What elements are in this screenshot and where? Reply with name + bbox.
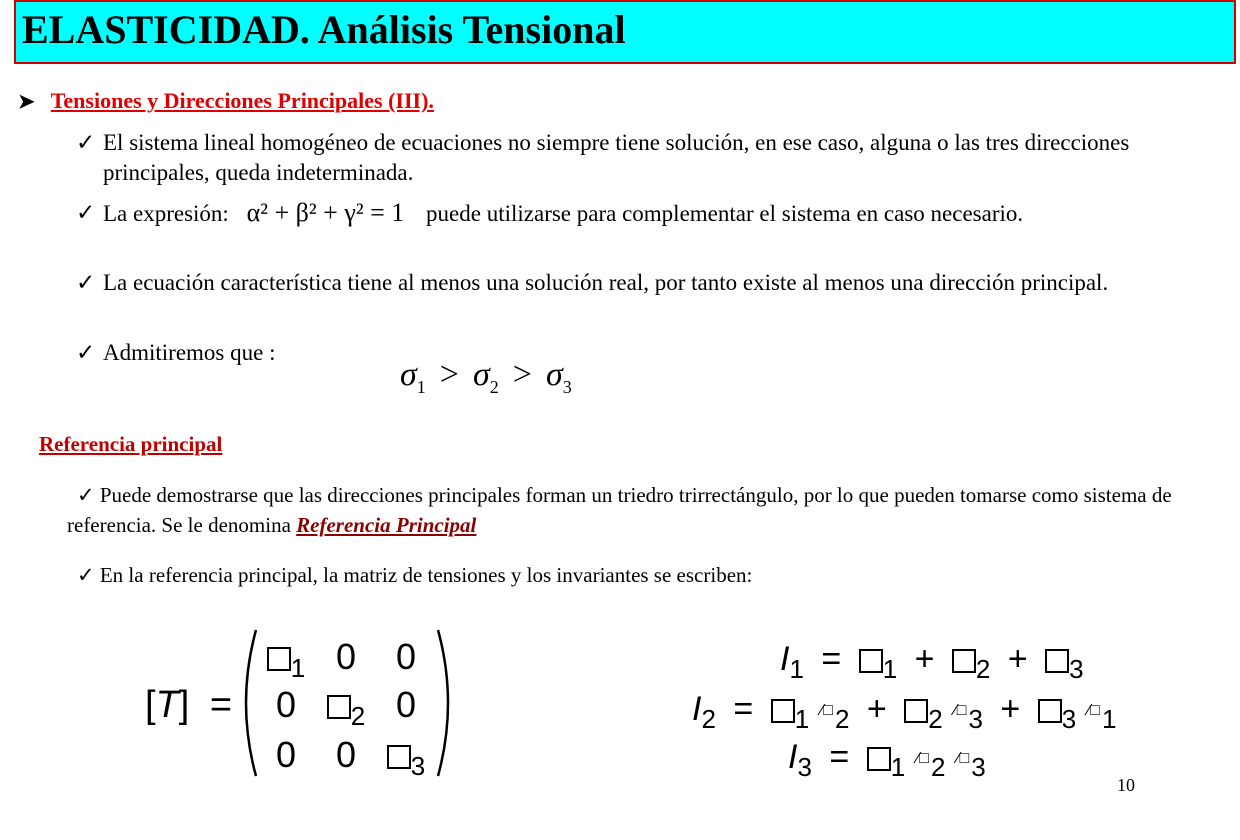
invariant-I1: [780, 640, 1084, 685]
sigma-box-icon: [952, 649, 976, 673]
sigma-box-icon: [859, 649, 883, 673]
equals-sign: =: [733, 690, 754, 728]
matrix-sub: 3: [410, 751, 426, 782]
plus-sign: +: [866, 690, 887, 728]
matrix-cell-zero: 0: [395, 684, 417, 725]
gt-operator: >: [439, 356, 459, 393]
check-icon: ✓: [76, 130, 96, 155]
check-icon: ✓: [76, 340, 96, 365]
sigma-symbol: σ: [472, 356, 490, 393]
matrix-cell-zero: 0: [275, 734, 297, 775]
sigma-sub: 2: [930, 751, 946, 782]
sigma-sub: 2: [834, 703, 850, 734]
sigma-order-formula: [400, 356, 572, 398]
invariant-symbol: I: [780, 640, 790, 678]
section-heading: [18, 88, 434, 114]
reference-principal-emphasis: Referencia Principal: [296, 513, 477, 537]
plus-sign: +: [914, 640, 935, 678]
product-glyph-icon: ∕□: [956, 750, 970, 768]
reference-heading: Referencia principal: [39, 432, 223, 456]
sigma-box-icon: [771, 699, 795, 723]
sigma-sub: 2: [928, 703, 943, 734]
check-icon: ✓: [77, 563, 95, 587]
plus-sign: +: [1000, 690, 1021, 728]
matrix-right-paren: [434, 628, 460, 778]
matrix-label: [T] =: [145, 684, 233, 726]
sigma-sub: 3: [971, 751, 986, 782]
matrix-symbol: T: [155, 684, 179, 726]
bullet-text: El sistema lineal homogéneo de ecuaciones no siempre tiene solución, en ese caso, alguna o las tres direcciones principales, queda indeterminada.: [103, 130, 1130, 185]
expression-formula: α² + β² + γ² = 1: [246, 198, 405, 227]
reference-paragraph-text: Puede demostrarse que las direcciones principales forman un triedro trirrectángulo, por lo que pueden tomarse como sistema de referencia. Se le denomina: [67, 483, 1172, 537]
product-glyph-icon: ∕□: [820, 702, 833, 720]
sigma-sub: 1: [1101, 703, 1117, 734]
equals-sign: =: [829, 738, 850, 776]
product-glyph-icon: ∕□: [1087, 702, 1100, 720]
check-icon: ✓: [76, 270, 96, 295]
bullet-item: [76, 338, 1226, 368]
bullet-text: La ecuación característica tiene al menos una solución real, por tanto existe al menos una dirección principal.: [103, 270, 1109, 295]
product-glyph-icon: ∕□: [916, 750, 929, 768]
sigma-symbol: σ: [545, 356, 563, 393]
reference-paragraph-1: [67, 480, 1227, 540]
sigma-box-icon: [387, 745, 411, 769]
section-heading-text: Tensiones y Direcciones Principales (III).: [50, 88, 434, 113]
sigma-symbol: σ: [400, 356, 417, 393]
page-number: 10: [1117, 775, 1135, 795]
matrix-sub: 1: [290, 653, 306, 684]
sigma-sub: 1: [794, 703, 810, 734]
title-bar: [14, 0, 1236, 64]
matrix-cell-sigma2: [316, 684, 376, 732]
bullet-text: [103, 198, 1226, 229]
bullet-text-prefix: La expresión:: [103, 201, 229, 226]
sigma-sub: 2: [489, 376, 499, 397]
sigma-sub: 1: [416, 376, 426, 397]
sigma-sub: 3: [562, 376, 572, 397]
sigma-sub: 3: [1061, 703, 1077, 734]
invariant-I2: [692, 690, 1116, 735]
invariant-symbol: I: [692, 690, 702, 728]
sigma-sub: 1: [882, 653, 898, 684]
check-icon: ✓: [77, 483, 95, 507]
sigma-sub: 2: [975, 653, 991, 684]
sigma-box-icon: [904, 699, 928, 723]
reference-paragraph-text: En la referencia principal, la matriz de tensiones y los invariantes se escriben:: [99, 563, 753, 587]
matrix-cell-sigma3: [376, 734, 436, 782]
bullet-item: [76, 268, 1226, 298]
invariant-I3: [788, 738, 986, 783]
plus-sign: +: [1007, 640, 1028, 678]
sigma-sub: 3: [1069, 653, 1084, 684]
matrix-cell-sigma1: [256, 636, 316, 684]
bullet-item: [76, 128, 1226, 188]
sigma-box-icon: [1038, 699, 1062, 723]
sigma-sub: 3: [968, 703, 983, 734]
gt-operator: >: [512, 356, 532, 393]
sigma-box-icon: [267, 647, 291, 671]
invariant-sub: 1: [789, 653, 804, 684]
reference-paragraph-2: [67, 560, 1227, 590]
invariant-sub: 3: [797, 751, 812, 782]
product-glyph-icon: ∕□: [954, 702, 967, 720]
matrix-sub: 2: [350, 701, 366, 732]
invariant-symbol: I: [788, 738, 798, 776]
equals-sign: =: [821, 640, 842, 678]
sigma-box-icon: [327, 695, 351, 719]
sigma-sub: 1: [890, 751, 906, 782]
matrix-cell-zero: 0: [395, 636, 417, 677]
invariant-sub: 2: [701, 703, 716, 734]
page-title: ELASTICIDAD. Análisis Tensional: [22, 7, 626, 52]
sigma-box-icon: [1045, 649, 1069, 673]
matrix-cell-zero: 0: [335, 734, 357, 775]
bullet-text: Admitiremos que :: [103, 340, 276, 365]
bullet-item: [76, 198, 1226, 229]
bullet-text-suffix: puede utilizarse para complementar el sistema en caso necesario.: [426, 201, 1024, 226]
arrow-bullet-icon: ➤: [18, 91, 35, 113]
matrix-equals: =: [209, 684, 233, 726]
matrix-cell-zero: 0: [335, 636, 357, 677]
sigma-box-icon: [867, 747, 891, 771]
check-icon: ✓: [76, 200, 96, 225]
matrix-cell-zero: 0: [275, 684, 297, 725]
